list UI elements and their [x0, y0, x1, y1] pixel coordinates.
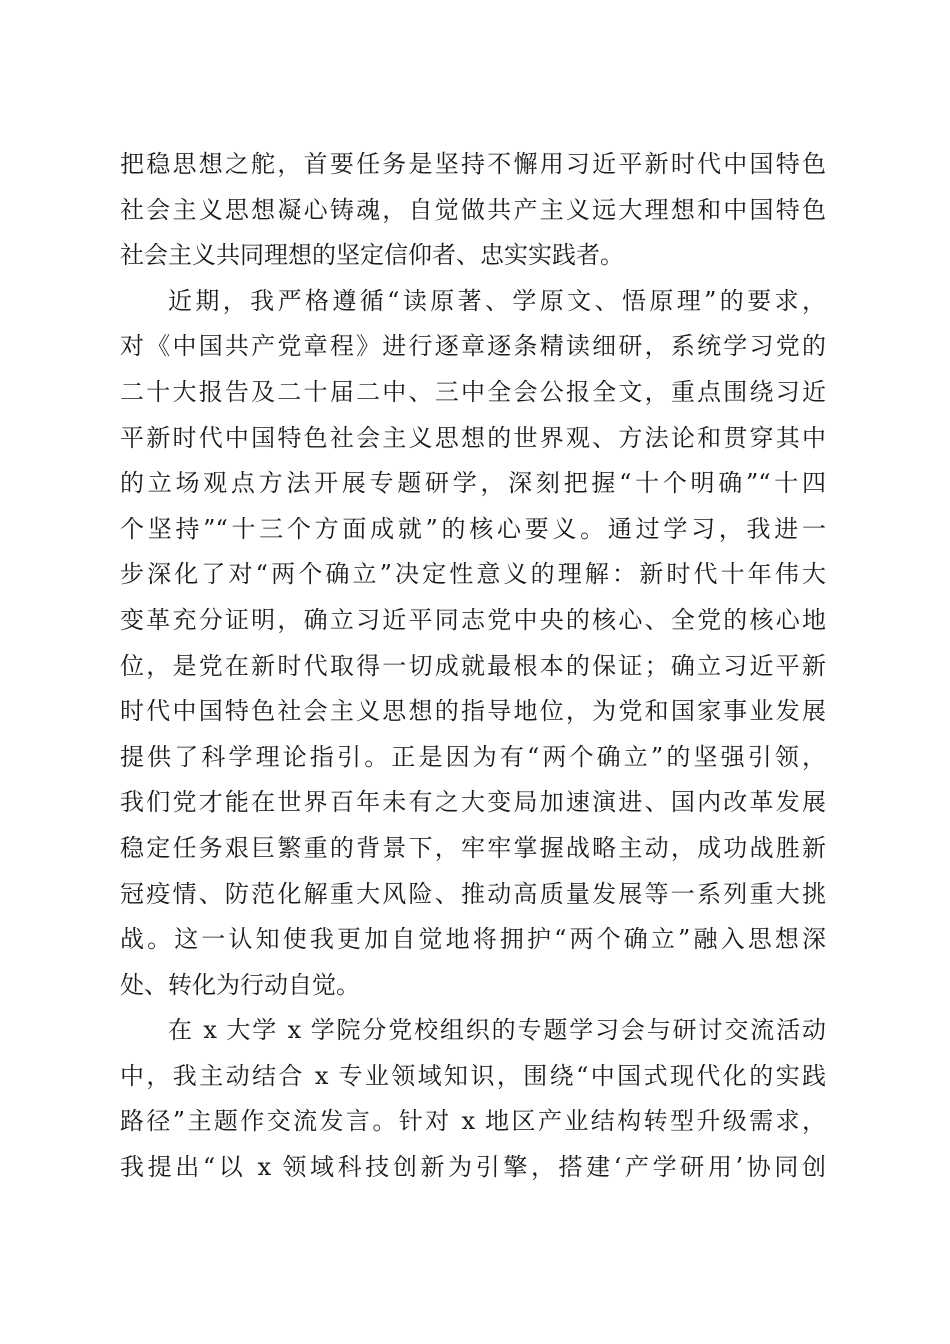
text-line: 路径”主题作交流发言。针对 x 地区产业结构转型升级需求，	[120, 1107, 826, 1136]
text-line: 稳定任务艰巨繁重的背景下，牢牢掌握战略主动，成功战胜新	[120, 833, 826, 862]
paragraph-p2	[120, 279, 826, 1009]
text-line: 社会主义思想凝心铸魂，自觉做共产主义远大理想和中国特色	[120, 195, 826, 224]
text-line: 社会主义共同理想的坚定信仰者、忠实实践者。	[120, 241, 624, 270]
text-line: 把稳思想之舵，首要任务是坚持不懈用习近平新时代中国特色	[120, 150, 826, 178]
text-line: 冠疫情、防范化解重大风险、推动高质量发展等一系列重大挑	[120, 879, 826, 908]
text-line: 提供了科学理论指引。正是因为有“两个确立”的坚强引领，	[120, 742, 826, 771]
text-line: 战。这一认知使我更加自觉地将拥护“两个确立”融入思想深	[120, 925, 826, 954]
text-line: 步深化了对“两个确立”决定性意义的理解：新时代十年伟大	[120, 560, 826, 589]
text-line: 中，我主动结合 x 专业领域知识，围绕“中国式现代化的实践	[120, 1061, 826, 1090]
text-line: 我们党才能在世界百年未有之大变局加速演进、国内改革发展	[120, 788, 826, 817]
text-line: 平新时代中国特色社会主义思想的世界观、方法论和贯穿其中	[120, 423, 826, 452]
text-line: 处、转化为行动自觉。	[120, 970, 360, 999]
text-line: 个坚持”“十三个方面成就”的核心要义。通过学习，我进一	[120, 514, 826, 543]
text-line: 近期，我严格遵循“读原著、学原文、悟原理”的要求，	[168, 286, 826, 315]
text-line: 在 x 大学 x 学院分党校组织的专题学习会与研讨交流活动	[168, 1016, 826, 1045]
paragraph-p3	[120, 1008, 826, 1190]
text-line: 二十大报告及二十届二中、三中全会公报全文，重点围绕习近	[120, 377, 826, 406]
text-line: 变革充分证明，确立习近平同志党中央的核心、全党的核心地	[120, 605, 826, 634]
text-line: 时代中国特色社会主义思想的指导地位，为党和国家事业发展	[120, 697, 826, 726]
text-line: 我提出“以 x 领域科技创新为引擎，搭建‘产学研用’协同创	[120, 1153, 826, 1182]
paragraph-p1	[120, 142, 826, 279]
text-line: 的立场观点方法开展专题研学，深刻把握“十个明确”“十四	[120, 469, 826, 498]
document-body	[120, 142, 826, 1191]
text-line: 对《中国共产党章程》进行逐章逐条精读细研，系统学习党的	[120, 332, 826, 361]
text-line: 位，是党在新时代取得一切成就最根本的保证；确立习近平新	[120, 651, 826, 680]
